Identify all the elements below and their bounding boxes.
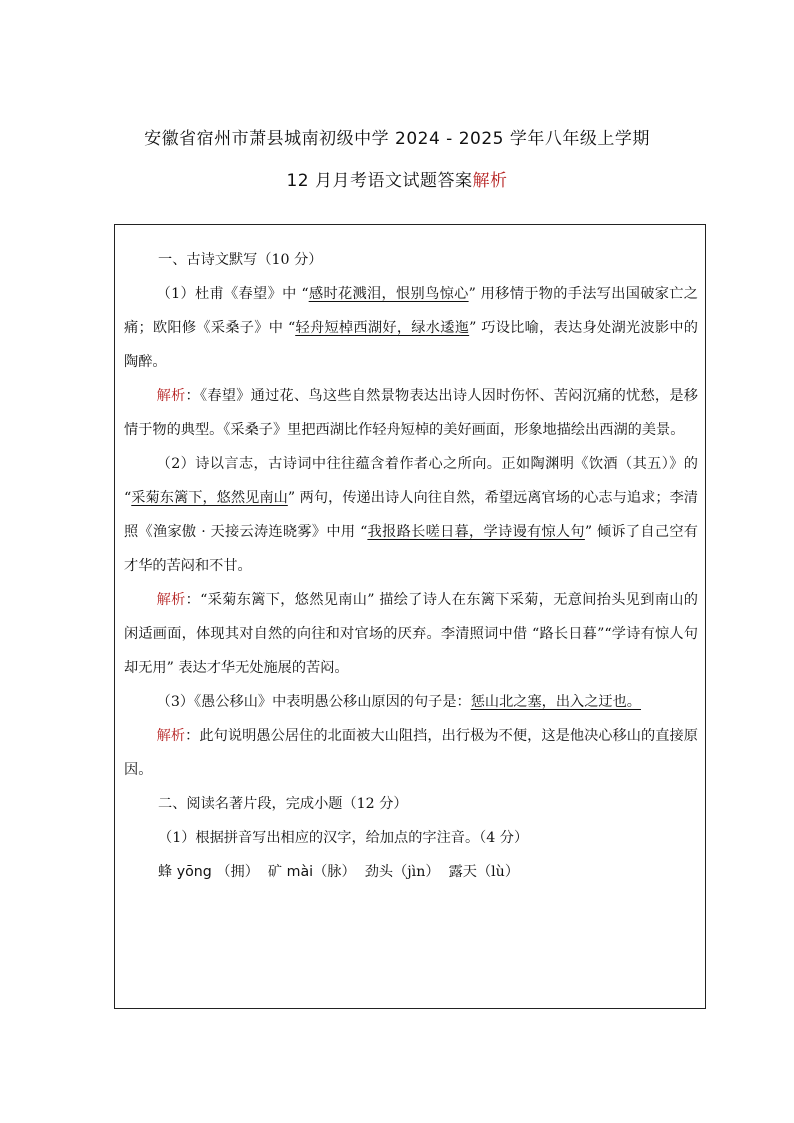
document-title-line-2	[0, 166, 794, 191]
q1-1-post: ” 巧设比喻，表达身处湖光波影中的陶醉。	[124, 320, 698, 370]
analysis-text: ：此句说明愚公居住的北面被大山阻挡，出行极为不便，这是他决心移山的直接原因。	[124, 728, 698, 778]
pinyin-word-1: 蜂	[158, 864, 173, 880]
q1-2-answer-1: 采菊东篱下，悠然见南山	[131, 490, 288, 506]
q1-2-post: ” 倾诉了自己空有才华的苦闷和不甘。	[124, 524, 698, 574]
title-main-text: 12 月月考语文试题答案	[286, 171, 473, 191]
q1-1-pre: （1）杜甫《春望》中 “	[156, 286, 309, 302]
q1-2-answer-2: 我报路长嗟日暮，学诗谩有惊人句	[367, 524, 585, 540]
analysis-text: ：《春望》通过花、鸟这些自然景物表达出诗人因时伤怀、苦闷沉痛的忧愁，是移情于物的典型。《采桑子》里把西湖比作轻舟短棹的美好画面，形象地描绘出西湖的美景。	[124, 388, 698, 438]
pinyin-answer-line	[124, 855, 698, 889]
question-1-2	[124, 447, 698, 583]
pinyin-word-2: 矿	[267, 864, 283, 880]
question-1-3	[124, 685, 698, 719]
pinyin-word-4: 露天（lù）	[448, 864, 520, 880]
answer-content	[124, 243, 698, 889]
title-highlight-text: 解析	[472, 171, 508, 191]
analysis-label: 解析	[156, 728, 186, 744]
question-1-1	[124, 277, 698, 379]
q1-2-mid: ” 两句，传递出诗人向往自然，希望远离官场的心志与追求；李清照《渔家傲 · 天接云涛连晓雾》中用 “	[124, 490, 698, 540]
document-title-line-1: 安徽省宿州市萧县城南初级中学 2024 - 2025 学年八年级上学期	[144, 129, 650, 149]
question-2-1: （1）根据拼音写出相应的汉字，给加点的字注音。（4 分）	[158, 830, 529, 846]
pinyin-answer-1: （拥）	[216, 864, 259, 880]
pinyin-word-3: 劲头（jìn）	[364, 864, 440, 880]
pinyin-2: mài	[286, 864, 314, 880]
analysis-1-2	[124, 583, 698, 685]
q1-1-answer-1: 感时花溅泪，恨别鸟惊心	[308, 286, 469, 302]
analysis-text: ：“采菊东篱下，悠然见南山” 描绘了诗人在东篱下采菊，无意间抬头见到南山的闲适画面，体现其对自然的向往和对官场的厌弃。李清照词中借 “路长日暮”“学诗有惊人句却无用” 表达才华无处施展的苦闷。	[124, 592, 698, 676]
analysis-1-3	[124, 719, 698, 787]
q1-1-mid: ” 用移情于物的手法写出国破家亡之痛；欧阳修《采桑子》中 “	[124, 286, 698, 336]
analysis-label: 解析	[156, 388, 186, 404]
pinyin-1: yōng	[176, 864, 212, 880]
q1-3-pre: （3）《愚公移山》中表明愚公移山原因的句子是：	[156, 694, 471, 710]
q1-1-answer-2: 轻舟短棹西湖好，绿水逶迤	[295, 320, 470, 336]
section-1-heading: 一、古诗文默写（10 分）	[158, 252, 323, 268]
analysis-1-1	[124, 379, 698, 447]
q1-2-pre: （2）诗以言志，古诗词中往往蕴含着作者心之所向。正如陶渊明《饮酒（其五）》的 “	[124, 456, 698, 506]
analysis-label: 解析	[156, 592, 186, 608]
section-2-heading: 二、阅读名著片段，完成小题（12 分）	[158, 796, 408, 812]
q1-3-answer: 惩山北之塞，出入之迂也。	[470, 694, 641, 710]
pinyin-answer-2: （脉）	[313, 864, 356, 880]
